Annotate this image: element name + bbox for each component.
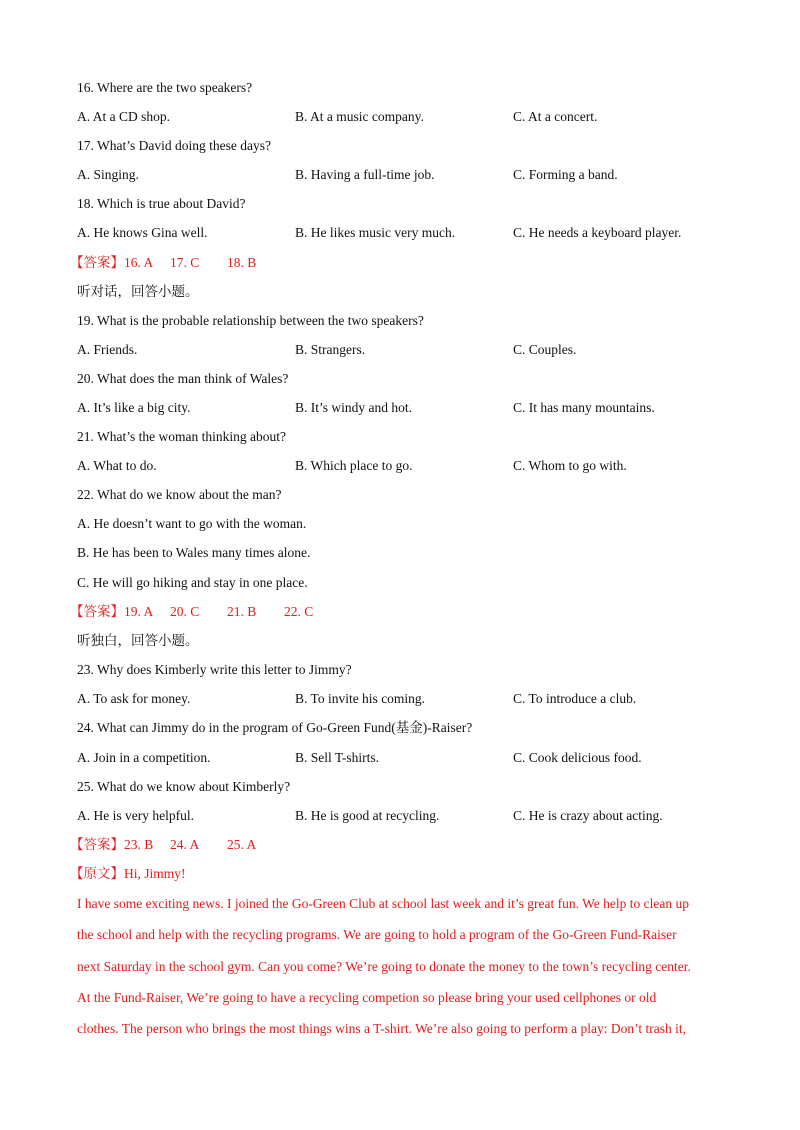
answer-22: 22. C — [284, 604, 314, 619]
question-18: 18. Which is true about David? — [77, 196, 246, 211]
q22-option-c: C. He will go hiking and stay in one place. — [77, 575, 308, 590]
q22-option-a: A. He doesn’t want to go with the woman. — [77, 516, 307, 531]
answer-24: 24. A — [170, 837, 200, 852]
answer-label: 【答案】 — [70, 604, 124, 619]
letter-greeting: Hi, Jimmy! — [124, 866, 186, 881]
question-22: 22. What do we know about the man? — [77, 487, 282, 502]
instruction-dialogue: 听对话，回答小题。 — [77, 284, 199, 299]
answer-19: 19. A — [124, 604, 154, 619]
q24-option-a: A. Join in a competition. — [77, 750, 211, 765]
answer-block-1 — [70, 254, 256, 272]
original-label: 【原文】 — [70, 866, 124, 881]
question-21: 21. What’s the woman thinking about? — [77, 429, 286, 444]
letter-line: the school and help with the recycling programs. We are going to hold a program of the Go-Green Fund-Raiser — [77, 927, 677, 942]
answer-16: 16. A — [124, 255, 154, 270]
letter-line: At the Fund-Raiser, We’re going to have a recycling competion so please bring your used cellphones or old — [77, 990, 657, 1005]
letter-line: I have some exciting news. I joined the Go-Green Club at school last week and it’s great fun. We help to clean up — [77, 896, 689, 911]
original-text-heading — [70, 865, 186, 883]
q24-option-c: C. Cook delicious food. — [513, 750, 642, 765]
q25-option-c: C. He is crazy about acting. — [513, 808, 663, 823]
q24-option-b: B. Sell T-shirts. — [295, 750, 380, 765]
answer-17: 17. C — [170, 255, 200, 270]
q20-option-c: C. It has many mountains. — [513, 400, 655, 415]
q17-option-b: B. Having a full-time job. — [295, 167, 435, 182]
q17-option-a: A. Singing. — [77, 167, 139, 182]
question-23: 23. Why does Kimberly write this letter to Jimmy? — [77, 662, 352, 677]
question-16: 16. Where are the two speakers? — [77, 80, 253, 95]
q19-option-b: B. Strangers. — [295, 342, 366, 357]
answer-block-3 — [70, 836, 256, 854]
q19-option-a: A. Friends. — [77, 342, 138, 357]
letter-line: clothes. The person who brings the most things wins a T-shirt. We’re also going to perform a play: Don’t trash it, — [77, 1021, 686, 1036]
question-24: 24. What can Jimmy do in the program of Go-Green Fund(基金)-Raiser? — [77, 720, 473, 735]
answer-23: 23. B — [124, 837, 154, 852]
question-19: 19. What is the probable relationship between the two speakers? — [77, 313, 424, 328]
answer-25: 25. A — [227, 837, 257, 852]
q23-option-b: B. To invite his coming. — [295, 691, 426, 706]
q21-option-b: B. Which place to go. — [295, 458, 413, 473]
q18-option-b: B. He likes music very much. — [295, 225, 456, 240]
question-17: 17. What’s David doing these days? — [77, 138, 271, 153]
answer-label: 【答案】 — [70, 837, 124, 852]
question-20: 20. What does the man think of Wales? — [77, 371, 289, 386]
q16-option-c: C. At a concert. — [513, 109, 598, 124]
letter-line: next Saturday in the school gym. Can you come? We’re going to donate the money to the town’s recycling center. — [77, 959, 691, 974]
q18-option-c: C. He needs a keyboard player. — [513, 225, 682, 240]
q25-option-a: A. He is very helpful. — [77, 808, 194, 823]
answer-21: 21. B — [227, 604, 257, 619]
question-25: 25. What do we know about Kimberly? — [77, 779, 291, 794]
q19-option-c: C. Couples. — [513, 342, 577, 357]
q16-option-b: B. At a music company. — [295, 109, 424, 124]
answer-18: 18. B — [227, 255, 257, 270]
q16-option-a: A. At a CD shop. — [77, 109, 171, 124]
answer-20: 20. C — [170, 604, 200, 619]
q25-option-b: B. He is good at recycling. — [295, 808, 440, 823]
q21-option-a: A. What to do. — [77, 458, 157, 473]
q22-option-b: B. He has been to Wales many times alone. — [77, 545, 311, 560]
answer-block-2 — [70, 603, 313, 621]
q21-option-c: C. Whom to go with. — [513, 458, 627, 473]
answer-label: 【答案】 — [70, 255, 124, 270]
q17-option-c: C. Forming a band. — [513, 167, 618, 182]
q23-option-c: C. To introduce a club. — [513, 691, 637, 706]
q20-option-b: B. It’s windy and hot. — [295, 400, 412, 415]
q20-option-a: A. It’s like a big city. — [77, 400, 191, 415]
instruction-monologue: 听独白，回答小题。 — [77, 633, 199, 648]
q18-option-a: A. He knows Gina well. — [77, 225, 208, 240]
q23-option-a: A. To ask for money. — [77, 691, 191, 706]
